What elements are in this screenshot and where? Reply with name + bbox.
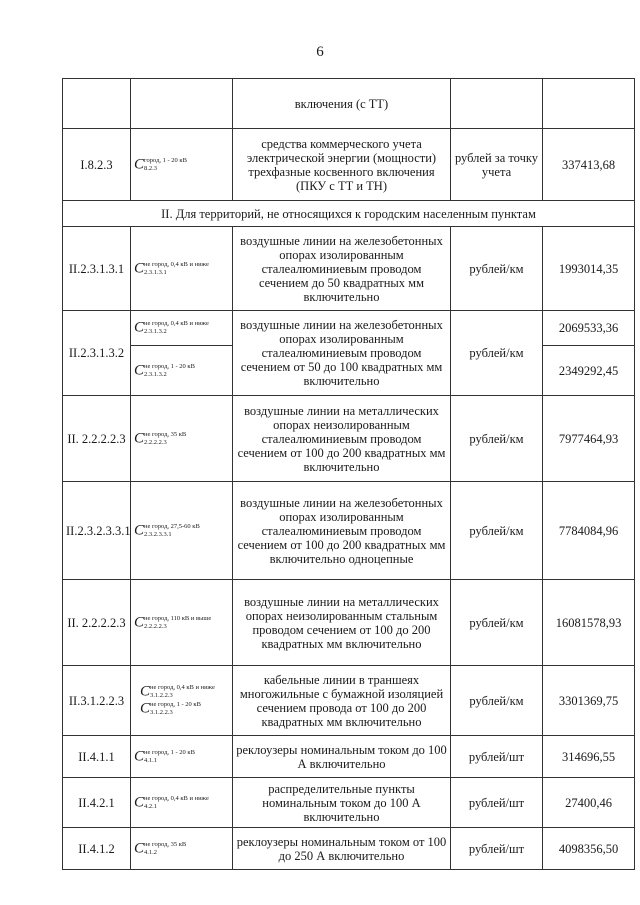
code-cell: I.8.2.3 [63, 129, 131, 201]
unit-cell: рублей/км [451, 311, 543, 396]
code-cell: II.2.3.1.3.1 [63, 227, 131, 311]
value-cell: 3301369,75 [543, 666, 635, 736]
table-row [63, 828, 635, 870]
formula-cell [131, 346, 233, 396]
value-cell: 16081578,93 [543, 580, 635, 666]
formula-cell [131, 311, 233, 346]
rate-formula: C не город, 0,4 кВ и ниже 3.1.2.2.3 [140, 683, 215, 700]
formula-cell [131, 396, 233, 482]
rate-formula: C не город, 0,4 кВ и ниже 2.3.1.3.2 [134, 319, 209, 336]
unit-cell: рублей/км [451, 396, 543, 482]
table-row [63, 778, 635, 828]
rate-formula: C не город, 1 - 20 кВ 3.1.2.2.3 [140, 700, 201, 717]
table-row [63, 580, 635, 666]
table-row [63, 736, 635, 778]
unit-cell: рублей/км [451, 666, 543, 736]
table-row [63, 482, 635, 580]
code-cell: II.4.1.1 [63, 736, 131, 778]
table-row [63, 666, 635, 736]
table-row [63, 227, 635, 311]
value-cell: 4098356,50 [543, 828, 635, 870]
rate-formula: C не город, 35 кВ 2.2.2.2.3 [134, 430, 187, 447]
description-cell: воздушные линии на железобетонных опорах изолированным сталеалюминиевым проводом сечением до 50 квадратных мм включительно [233, 227, 451, 311]
rate-formula: C город, 1 - 20 кВ 8.2.3 [134, 156, 187, 173]
code-cell: II. 2.2.2.2.3 [63, 580, 131, 666]
value-cell [543, 79, 635, 129]
rate-formula: C не город, 27,5-60 кВ 2.3.2.3.3.1 [134, 522, 200, 539]
unit-cell: рублей/шт [451, 736, 543, 778]
unit-cell [451, 79, 543, 129]
rate-formula: C не город, 1 - 20 кВ 2.3.1.3.2 [134, 362, 195, 379]
code-cell: II.3.1.2.2.3 [63, 666, 131, 736]
description-cell: воздушные линии на металлических опорах неизолированным сталеалюминиевым проводом сечением от 100 до 200 квадратных мм включительно [233, 396, 451, 482]
table-row [63, 129, 635, 201]
rate-formula: C не город, 0,4 кВ и ниже 2.3.1.3.1 [134, 260, 209, 277]
code-cell: II.2.3.2.3.3.1 [63, 482, 131, 580]
unit-cell: рублей/шт [451, 778, 543, 828]
code-cell [63, 79, 131, 129]
unit-cell: рублей/км [451, 482, 543, 580]
description-cell: воздушные линии на железобетонных опорах изолированным сталеалюминиевым проводом сечением от 100 до 200 квадратных мм включительно одноцепные [233, 482, 451, 580]
value-cell: 337413,68 [543, 129, 635, 201]
code-cell: II. 2.2.2.2.3 [63, 396, 131, 482]
description-cell: воздушные линии на железобетонных опорах изолированным сталеалюминиевым проводом сечением от 50 до 100 квадратных мм включительно [233, 311, 451, 396]
code-cell: II.4.2.1 [63, 778, 131, 828]
formula-cell [131, 580, 233, 666]
value-cell: 2349292,45 [543, 346, 635, 396]
description-cell: средства коммерческого учета электрической энергии (мощности) трехфазные косвенного включения (ПКУ с ТТ и ТН) [233, 129, 451, 201]
description-cell: кабельные линии в траншеях многожильные с бумажной изоляцией сечением провода от 100 до 200 квадратных мм включительно [233, 666, 451, 736]
value-cell: 2069533,36 [543, 311, 635, 346]
section-heading: II. Для территорий, не относящихся к городским населенным пунктам [63, 201, 635, 227]
table-row [63, 396, 635, 482]
description-cell: реклоузеры номинальным током от 100 до 250 А включительно [233, 828, 451, 870]
value-cell: 7784084,96 [543, 482, 635, 580]
description-cell: реклоузеры номинальным током до 100 А включительно [233, 736, 451, 778]
value-cell: 1993014,35 [543, 227, 635, 311]
code-cell: II.4.1.2 [63, 828, 131, 870]
section-row [63, 201, 635, 227]
formula-cell [131, 129, 233, 201]
rate-formula: C не город, 35 кВ 4.1.2 [134, 840, 187, 857]
table-row [63, 311, 635, 346]
formula-cell [131, 79, 233, 129]
unit-cell: рублей за точку учета [451, 129, 543, 201]
rate-formula: C не город, 110 кВ и выше 2.2.2.2.3 [134, 614, 212, 631]
unit-cell: рублей/км [451, 580, 543, 666]
formula-cell [131, 666, 233, 736]
value-cell: 7977464,93 [543, 396, 635, 482]
rate-formula: C не город, 1 - 20 кВ 4.1.1 [134, 748, 195, 765]
description-cell: воздушные линии на металлических опорах неизолированным стальным проводом сечением от 100 до 200 квадратных мм включительно [233, 580, 451, 666]
value-cell: 27400,46 [543, 778, 635, 828]
table-row [63, 79, 635, 129]
unit-cell: рублей/шт [451, 828, 543, 870]
page-number: 6 [316, 44, 324, 60]
formula-cell [131, 482, 233, 580]
formula-cell [131, 778, 233, 828]
value-cell: 314696,55 [543, 736, 635, 778]
unit-cell: рублей/км [451, 227, 543, 311]
rate-formula: C не город, 0,4 кВ и ниже 4.2.1 [134, 794, 209, 811]
description-cell: включения (с ТТ) [233, 79, 451, 129]
code-cell: II.2.3.1.3.2 [63, 311, 131, 396]
description-cell: распределительные пункты номинальным током до 100 А включительно [233, 778, 451, 828]
formula-cell [131, 828, 233, 870]
tariff-table [62, 78, 635, 870]
formula-cell [131, 736, 233, 778]
formula-cell [131, 227, 233, 311]
